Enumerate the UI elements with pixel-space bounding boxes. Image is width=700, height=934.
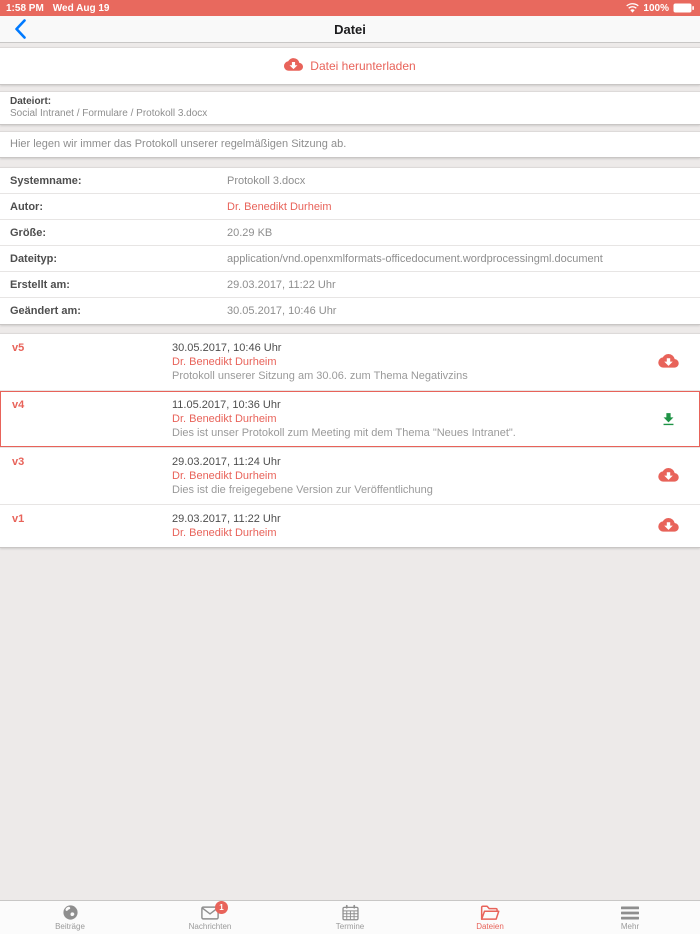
wifi-icon xyxy=(626,3,639,13)
calendar-icon xyxy=(342,904,359,921)
version-download-button[interactable] xyxy=(646,455,690,497)
version-row-v5[interactable] xyxy=(0,334,700,391)
version-author-link[interactable]: Dr. Benedikt Durheim xyxy=(172,527,277,539)
version-number: v4 xyxy=(12,399,25,411)
version-download-button[interactable] xyxy=(646,341,690,383)
info-value: 20.29 KB xyxy=(227,226,273,239)
table-row xyxy=(0,194,700,220)
tab-mehr[interactable] xyxy=(560,901,700,934)
version-date: 30.05.2017, 10:46 Uhr xyxy=(172,342,282,354)
folder-open-icon xyxy=(480,904,500,921)
download-file-label: Datei herunterladen xyxy=(310,59,416,73)
version-note: Protokoll unserer Sitzung am 30.06. zum Thema Negativzins xyxy=(172,370,468,382)
battery-icon xyxy=(673,3,694,13)
version-downloaded-button[interactable] xyxy=(646,398,690,440)
file-description: Hier legen wir immer das Protokoll unserer regelmäßigen Sitzung ab. xyxy=(0,131,700,158)
version-row-v4-current[interactable] xyxy=(0,391,700,448)
tab-beitraege[interactable] xyxy=(0,901,140,934)
version-download-button[interactable] xyxy=(646,512,690,540)
table-row xyxy=(0,298,700,324)
table-row xyxy=(0,246,700,272)
status-bar xyxy=(0,0,700,16)
location-label: Dateiort: xyxy=(10,96,52,107)
info-label: Erstellt am: xyxy=(10,278,70,291)
version-author-link[interactable]: Dr. Benedikt Durheim xyxy=(172,470,277,482)
version-date: 29.03.2017, 11:24 Uhr xyxy=(172,456,281,468)
file-info-table xyxy=(0,167,700,325)
version-number: v3 xyxy=(12,456,25,468)
tab-termine[interactable] xyxy=(280,901,420,934)
content-area xyxy=(0,43,700,900)
back-button[interactable] xyxy=(14,19,26,39)
table-row xyxy=(0,272,700,298)
battery-percent: 100% xyxy=(643,2,669,14)
tab-label: Nachrichten xyxy=(188,922,232,931)
version-number: v5 xyxy=(12,342,25,354)
unread-badge: 1 xyxy=(215,901,228,914)
status-time: 1:58 PM xyxy=(6,2,44,14)
version-author-link[interactable]: Dr. Benedikt Durheim xyxy=(172,413,277,425)
table-row xyxy=(0,220,700,246)
file-location-card xyxy=(0,91,700,125)
tab-label: Dateien xyxy=(476,922,504,931)
tab-nachrichten[interactable] xyxy=(140,901,280,934)
info-label: Größe: xyxy=(10,226,47,239)
version-number: v1 xyxy=(12,513,25,525)
info-label: Geändert am: xyxy=(10,305,81,317)
nav-bar xyxy=(0,16,700,43)
version-row-v3[interactable] xyxy=(0,448,700,505)
menu-icon xyxy=(621,904,639,921)
downloaded-icon xyxy=(660,411,677,428)
version-note: Dies ist die freigegebene Version zur Veröffentlichung xyxy=(172,484,433,496)
page-title: Datei xyxy=(334,21,366,37)
version-history-list xyxy=(0,333,700,548)
info-value: Protokoll 3.docx xyxy=(227,174,306,187)
info-value: 29.03.2017, 11:22 Uhr xyxy=(227,278,336,291)
version-author-link[interactable]: Dr. Benedikt Durheim xyxy=(172,356,277,368)
version-note: Dies ist unser Protokoll zum Meeting mit dem Thema "Neues Intranet". xyxy=(172,427,516,439)
tab-label: Beiträge xyxy=(55,922,85,931)
info-label: Systemname: xyxy=(10,174,82,187)
author-link[interactable]: Dr. Benedikt Durheim xyxy=(227,200,332,213)
info-label: Autor: xyxy=(10,200,43,213)
cloud-download-icon xyxy=(658,518,679,535)
info-value: application/vnd.openxmlformats-officedocument.wordprocessingml.document xyxy=(227,252,603,265)
tab-label: Termine xyxy=(335,922,365,931)
globe-icon xyxy=(62,904,79,921)
version-date: 11.05.2017, 10:36 Uhr xyxy=(172,399,281,411)
download-file-button[interactable] xyxy=(0,47,700,85)
info-label: Dateityp: xyxy=(10,252,58,265)
breadcrumb: Social Intranet / Formulare / Protokoll 3.docx xyxy=(10,108,208,119)
tab-bar xyxy=(0,900,700,934)
cloud-download-icon xyxy=(658,468,679,485)
version-date: 29.03.2017, 11:22 Uhr xyxy=(172,513,281,525)
cloud-download-icon xyxy=(284,58,303,74)
tab-dateien-active[interactable] xyxy=(420,901,560,934)
status-date: Wed Aug 19 xyxy=(52,2,110,14)
envelope-icon xyxy=(201,903,224,921)
cloud-download-icon xyxy=(658,354,679,371)
info-value: 30.05.2017, 10:46 Uhr xyxy=(227,305,337,317)
tab-label: Mehr xyxy=(620,922,640,931)
table-row xyxy=(0,168,700,194)
version-row-v1[interactable] xyxy=(0,505,700,547)
